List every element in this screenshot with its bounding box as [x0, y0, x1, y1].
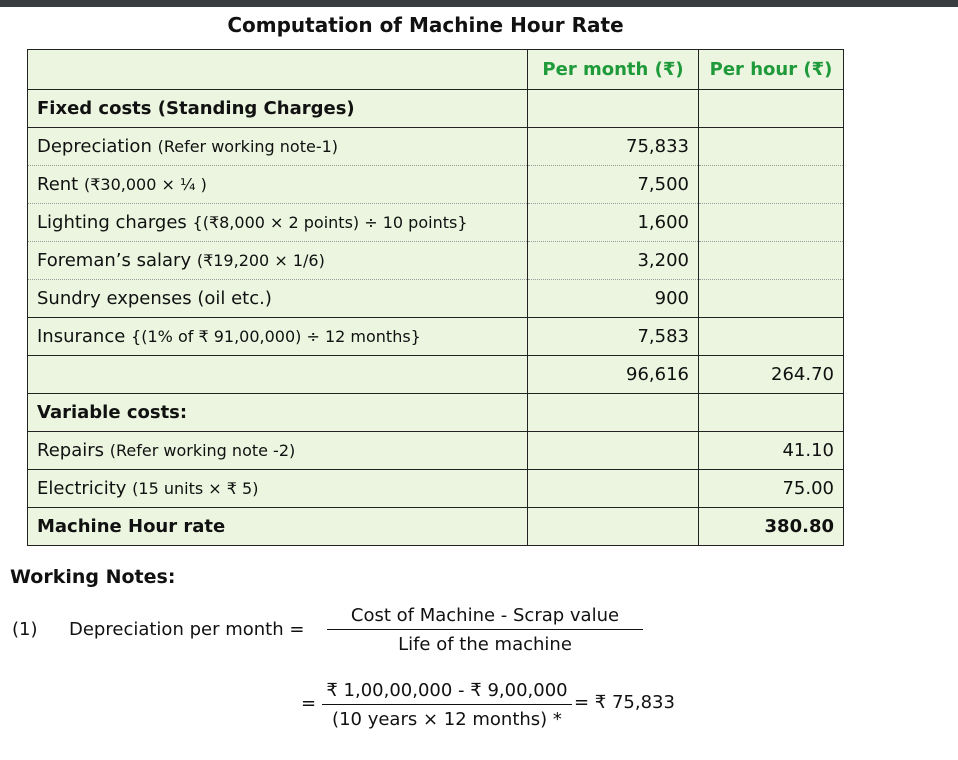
fraction-bar — [327, 629, 643, 630]
machine-hour-rate-table — [27, 49, 844, 546]
equals-sign: = — [301, 693, 317, 714]
page-title: Computation of Machine Hour Rate — [227, 13, 624, 37]
row-label: Sundry expenses (oil etc.) — [28, 280, 528, 318]
subtotal-per-hour: 264.70 — [699, 356, 844, 394]
row-per-hour — [699, 280, 844, 318]
table-header-row — [28, 50, 844, 90]
row-note: (15 units × ₹ 5) — [132, 479, 259, 498]
row-per-hour — [699, 128, 844, 166]
depreciation-formula-fraction — [327, 605, 643, 655]
total-per-hour: 380.80 — [699, 508, 844, 546]
row-label — [28, 356, 528, 394]
row-per-month: 7,500 — [528, 166, 699, 204]
formula-numerator: Cost of Machine - Scrap value — [350, 605, 620, 626]
row-per-hour — [699, 394, 844, 432]
table-row — [28, 90, 844, 128]
row-per-hour — [699, 166, 844, 204]
row-label: Depreciation (Refer working note-1) — [28, 128, 528, 166]
table-row — [28, 242, 844, 280]
header-per-hour: Per hour (₹) — [699, 50, 844, 90]
row-per-hour — [699, 318, 844, 356]
row-per-month: 7,583 — [528, 318, 699, 356]
table-row — [28, 318, 844, 356]
row-per-month — [528, 470, 699, 508]
row-note: (Refer working note -2) — [109, 441, 296, 460]
row-per-month: 75,833 — [528, 128, 699, 166]
table-row — [28, 280, 844, 318]
row-note: {(₹8,000 × 2 points) ÷ 10 points} — [192, 213, 468, 232]
table-row — [28, 470, 844, 508]
row-per-hour — [699, 90, 844, 128]
table-row — [28, 166, 844, 204]
working-notes-title: Working Notes: — [10, 566, 176, 588]
row-per-month — [528, 90, 699, 128]
subtotal-row — [28, 356, 844, 394]
row-label: Electricity (15 units × ₹ 5) — [28, 470, 528, 508]
depreciation-result: = ₹ 75,833 — [574, 692, 675, 713]
note-number: (1) — [12, 619, 38, 640]
row-label: Fixed costs (Standing Charges) — [28, 90, 528, 128]
row-per-month: 900 — [528, 280, 699, 318]
row-note: (₹30,000 × ¼ ) — [83, 175, 207, 194]
row-note: (₹19,200 × 1/6) — [196, 251, 325, 270]
row-per-month: 1,600 — [528, 204, 699, 242]
row-per-hour: 75.00 — [699, 470, 844, 508]
calc-numerator: ₹ 1,00,00,000 - ₹ 9,00,000 — [326, 680, 568, 701]
top-bar — [0, 0, 958, 7]
row-per-month — [528, 394, 699, 432]
header-item — [28, 50, 528, 90]
fraction-bar — [322, 704, 572, 705]
row-label: Rent (₹30,000 × ¼ ) — [28, 166, 528, 204]
row-per-month: 3,200 — [528, 242, 699, 280]
row-note: (Refer working note-1) — [157, 137, 339, 156]
depreciation-calc-fraction — [322, 680, 572, 730]
total-per-month — [528, 508, 699, 546]
total-row — [28, 508, 844, 546]
row-label: Insurance {(1% of ₹ 91,00,000) ÷ 12 months} — [28, 318, 528, 356]
table-row — [28, 204, 844, 242]
row-note: {(1% of ₹ 91,00,000) ÷ 12 months} — [131, 327, 421, 346]
table-row — [28, 394, 844, 432]
row-label: Repairs (Refer working note -2) — [28, 432, 528, 470]
note-label: Depreciation per month = — [69, 619, 305, 640]
row-label: Lighting charges {(₹8,000 × 2 points) ÷ 10 points} — [28, 204, 528, 242]
total-label: Machine Hour rate — [28, 508, 528, 546]
formula-denominator: Life of the machine — [398, 634, 572, 655]
row-per-hour: 41.10 — [699, 432, 844, 470]
row-per-hour — [699, 204, 844, 242]
calc-denominator: (10 years × 12 months) * — [332, 709, 562, 730]
row-per-month — [528, 432, 699, 470]
header-per-month: Per month (₹) — [528, 50, 699, 90]
row-label: Foreman’s salary (₹19,200 × 1/6) — [28, 242, 528, 280]
row-per-hour — [699, 242, 844, 280]
subtotal-per-month: 96,616 — [528, 356, 699, 394]
row-label: Variable costs: — [28, 394, 528, 432]
table-row — [28, 432, 844, 470]
table-row — [28, 128, 844, 166]
